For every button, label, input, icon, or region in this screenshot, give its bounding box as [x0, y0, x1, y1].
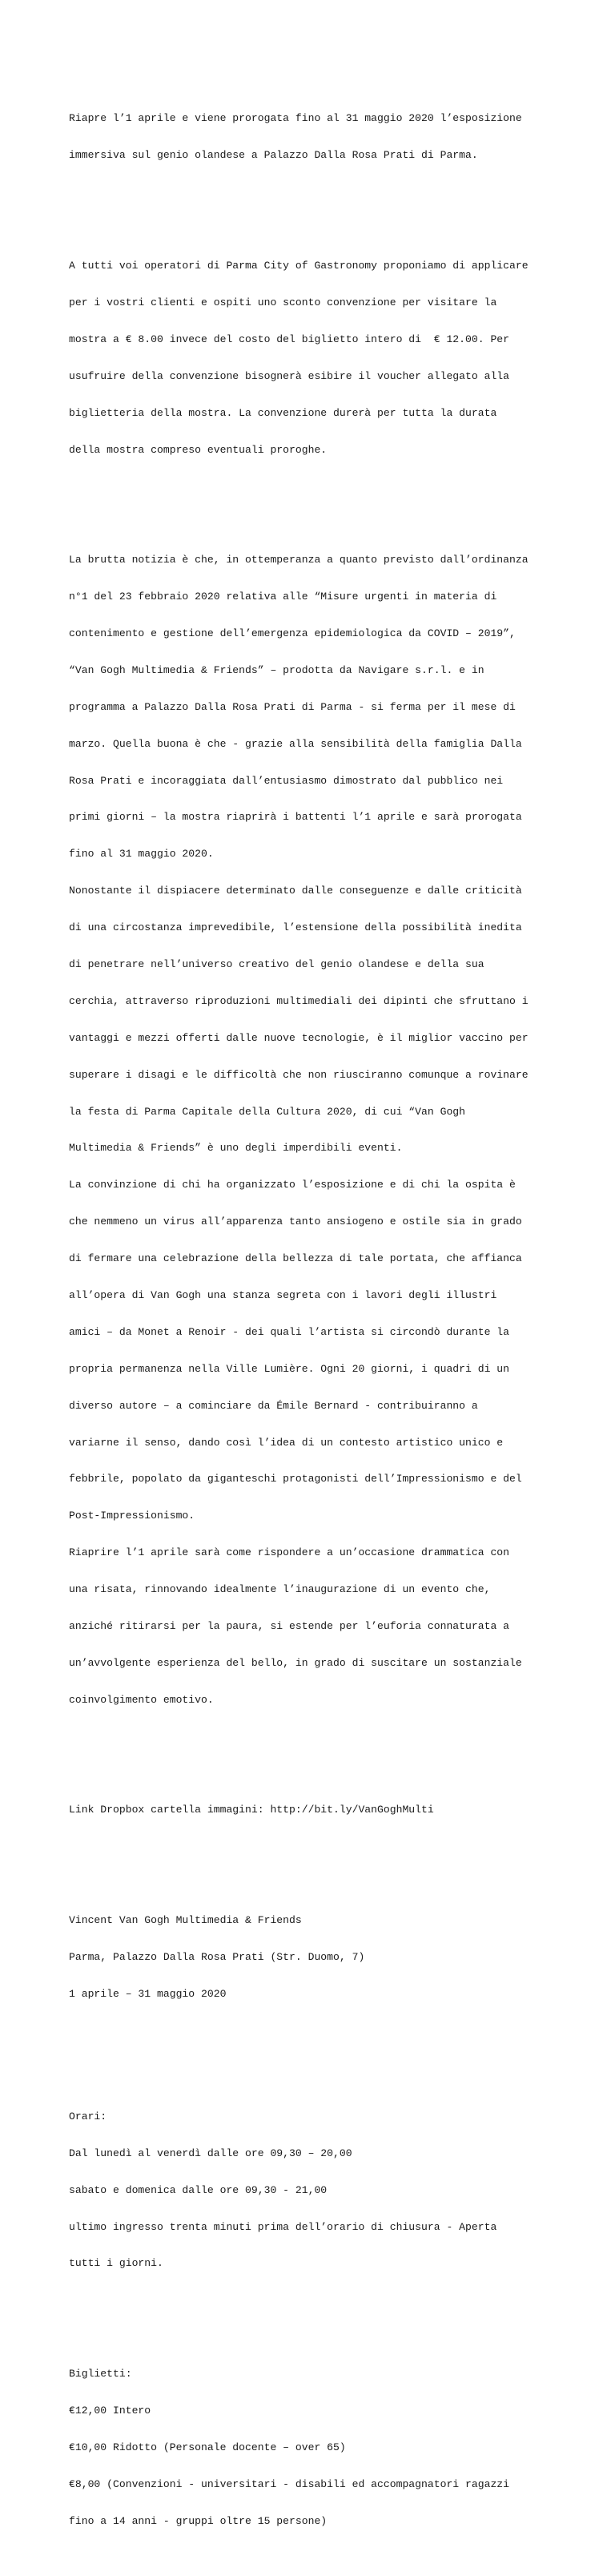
text-line: febbrile, popolato da giganteschi protagonisti dell’Impressionismo e del: [69, 1473, 522, 1486]
text-line: sabato e domenica dalle ore 09,30 - 21,00: [69, 2183, 328, 2196]
text-line: Riaprire l’1 aprile sarà come rispondere a un’occasione drammatica con: [69, 1546, 510, 1559]
text-line: propria permanenza nella Ville Lumière. Ogni 20 giorni, i quadri di un: [69, 1362, 510, 1375]
text-line: Multimedia & Friends” è uno degli imperdibili eventi.: [69, 1142, 403, 1155]
text-line: Nonostante il dispiacere determinato dalle conseguenze e dalle criticità: [69, 885, 522, 897]
intro-paragraph: [69, 88, 565, 186]
text-line: “Van Gogh Multimedia & Friends” – prodotta da Navigare s.r.l. e in: [69, 663, 484, 676]
text-line: che nemmeno un virus all’apparenza tanto ansiogeno e ostile sia in grado: [69, 1215, 522, 1228]
text-line: La convinzione di chi ha organizzato l’esposizione e di chi la ospita è: [69, 1179, 516, 1191]
text-line: di penetrare nell’universo creativo del genio olandese e della sua: [69, 957, 484, 970]
text-line: Post-Impressionismo.: [69, 1510, 195, 1522]
ticket-prices: [69, 2344, 565, 2552]
text-line: diverso autore – a cominciare da Émile Bernard - contribuiranno a: [69, 1399, 478, 1412]
text-line: Rosa Prati e incoraggiata dall’entusiasmo dimostrato dal pubblico nei: [69, 774, 504, 787]
text-line: un’avvolgente esperienza del bello, in grado di suscitare un sostanziale: [69, 1656, 522, 1669]
text-line: usufruire della convenzione bisognerà esibire il voucher allegato alla: [69, 369, 510, 382]
text-line: Parma, Palazzo Dalla Rosa Prati (Str. Duomo, 7): [69, 1951, 365, 1964]
text-line: immersiva sul genio olandese a Palazzo Dalla Rosa Prati di Parma.: [69, 149, 478, 162]
text-line: marzo. Quella buona è che - grazie alla sensibilità della famiglia Dalla: [69, 737, 522, 750]
document-page: [69, 51, 565, 2576]
text-line: variarne il senso, dando così l’idea di un contesto artistico unico e: [69, 1436, 504, 1449]
text-line: fino a 14 anni - gruppi oltre 15 persone): [69, 2514, 328, 2527]
text-line: A tutti voi operatori di Parma City of Gastronomy proponiamo di applicare: [69, 260, 529, 272]
text-line: €8,00 (Convenzioni - universitari - disabili ed accompagnatori ragazzi: [69, 2477, 510, 2490]
text-line: amici – da Monet a Renoir - dei quali l’artista si circondò durante la: [69, 1325, 510, 1338]
text-line: per i vostri clienti e ospiti uno sconto convenzione per visitare la: [69, 296, 497, 308]
text-line: Dal lunedì al venerdì dalle ore 09,30 – 20,00: [69, 2147, 352, 2159]
text-line: superare i disagi e le difficoltà che non riusciranno comunque a rovinare: [69, 1068, 529, 1081]
text-line: 1 aprile – 31 maggio 2020: [69, 1987, 227, 2000]
text-line: coinvolgimento emotivo.: [69, 1693, 214, 1706]
text-line: anziché ritirarsi per la paura, si estende per l’euforia connaturata a: [69, 1620, 510, 1632]
text-line: vantaggi e mezzi offerti dalle nuove tecnologie, è il miglior vaccino per: [69, 1031, 529, 1044]
text-line: programma a Palazzo Dalla Rosa Prati di Parma - si ferma per il mese di: [69, 700, 516, 713]
offer-paragraph: [69, 235, 565, 480]
text-line: n°1 del 23 febbraio 2020 relativa alle “Misure urgenti in materia di: [69, 591, 497, 603]
text-line: all’opera di Van Gogh una stanza segreta con i lavori degli illustri: [69, 1288, 497, 1301]
text-line: La brutta notizia è che, in ottemperanza a quanto previsto dall’ordinanza: [69, 554, 529, 566]
text-line: biglietteria della mostra. La convenzione durerà per tutta la durata: [69, 406, 497, 419]
text-line: fino al 31 maggio 2020.: [69, 848, 214, 861]
text-line: primi giorni – la mostra riaprirà i battenti l’1 aprile e sarà prorogata: [69, 811, 522, 824]
link-line: [69, 1780, 565, 1840]
text-line: mostra a € 8.00 invece del costo del biglietto intero di € 12.00. Per: [69, 333, 510, 345]
text-line: Riapre l’1 aprile e viene prorogata fino al 31 maggio 2020 l’esposizione: [69, 112, 522, 125]
text-line: contenimento e gestione dell’emergenza epidemiologica da COVID – 2019”,: [69, 627, 516, 639]
text-line: ultimo ingresso trenta minuti prima dell’orario di chiusura - Aperta: [69, 2220, 497, 2233]
opening-hours: [69, 2086, 565, 2294]
text-line: Biglietti:: [69, 2368, 132, 2380]
text-line: €12,00 Intero: [69, 2405, 151, 2417]
text-line: tutti i giorni.: [69, 2257, 163, 2270]
text-line: di fermare una celebrazione della bellezza di tale portata, che affianca: [69, 1252, 522, 1265]
text-line: €10,00 Ridotto (Personale docente – over 65): [69, 2441, 346, 2453]
text-line: Vincent Van Gogh Multimedia & Friends: [69, 1914, 302, 1927]
text-line: una risata, rinnovando idealmente l’inaugurazione di un evento che,: [69, 1583, 491, 1596]
text-line: Orari:: [69, 2110, 107, 2122]
text-line: di una circostanza imprevedibile, l’estensione della possibilità inedita: [69, 921, 522, 934]
event-info: [69, 1890, 565, 2025]
text-line: cerchia, attraverso riproduzioni multimediali dei dipinti che sfruttano i: [69, 994, 529, 1007]
text-line: la festa di Parma Capitale della Cultura 2020, di cui “Van Gogh: [69, 1105, 466, 1118]
body-paragraphs: [69, 530, 565, 1731]
text-line: della mostra compreso eventuali proroghe.: [69, 443, 328, 456]
dropbox-link-text: Link Dropbox cartella immagini: http://bit.ly/VanGoghMulti: [69, 1804, 434, 1816]
